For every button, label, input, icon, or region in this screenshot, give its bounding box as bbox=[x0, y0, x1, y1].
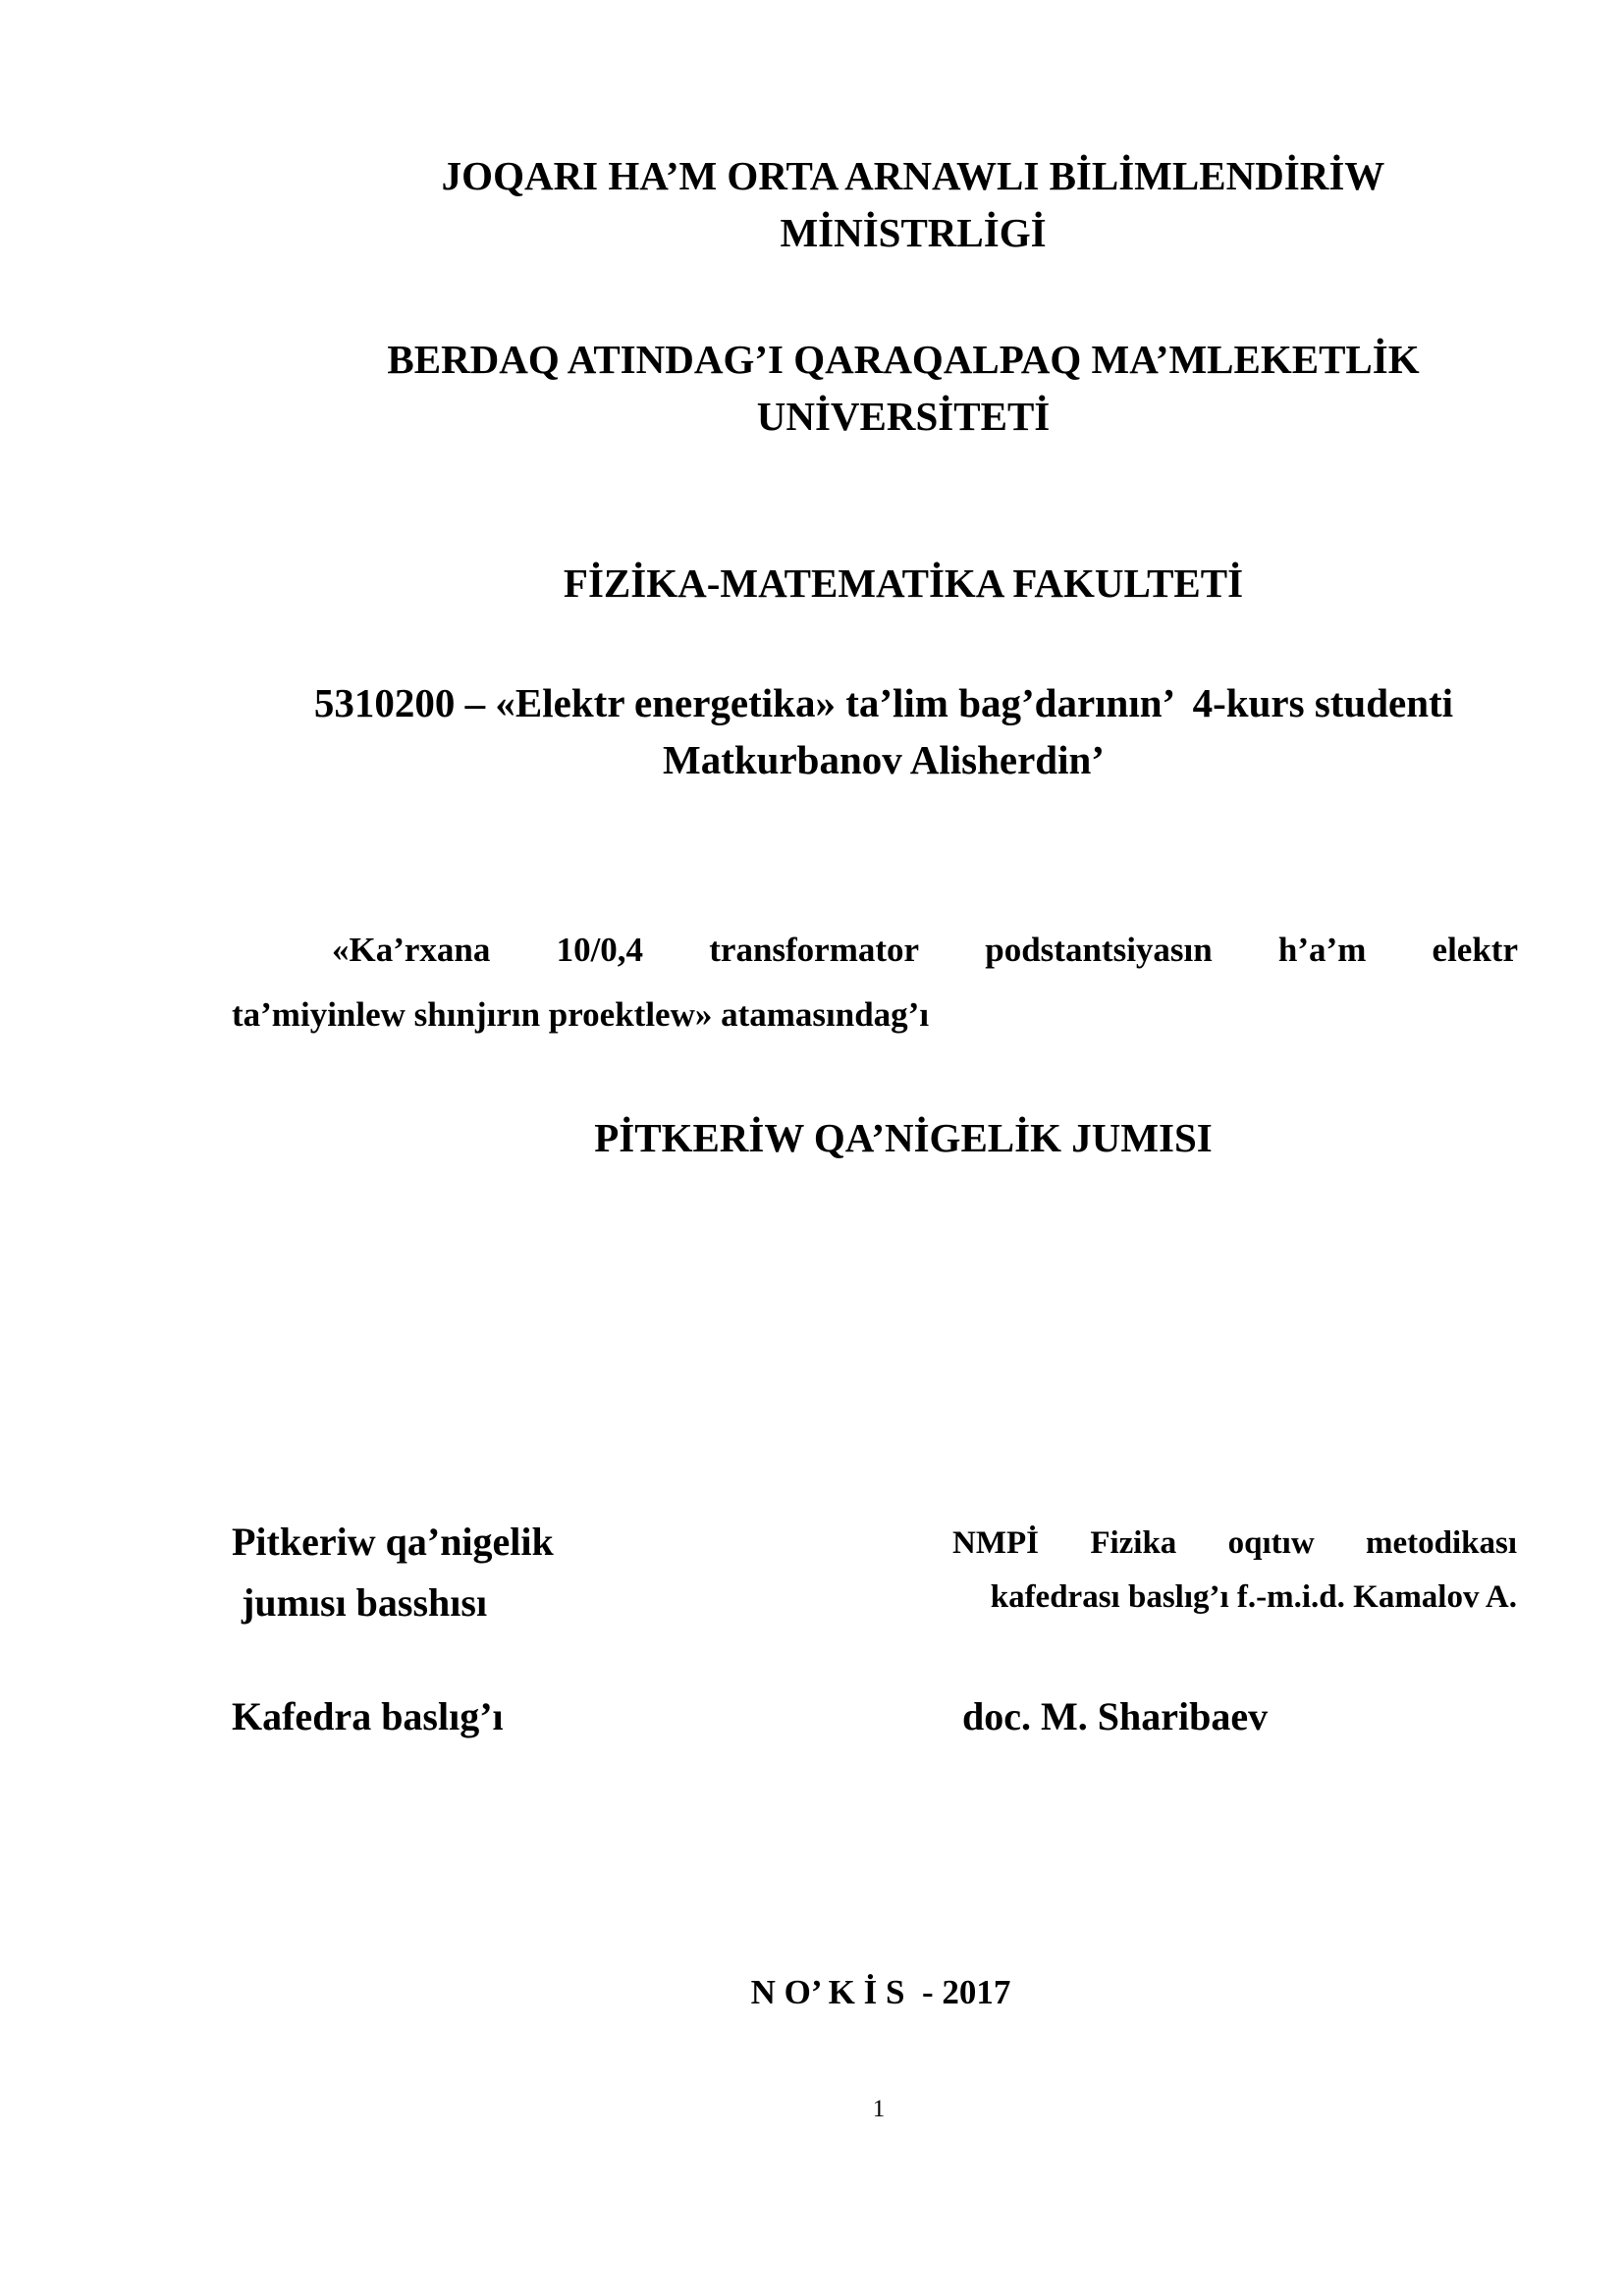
supervisor-label-line-2: jumısı basshısı bbox=[232, 1580, 488, 1625]
topic-word: 10/0,4 bbox=[556, 931, 644, 969]
supervisor-info-line-1 bbox=[874, 1517, 1517, 1571]
topic-line-1 bbox=[232, 918, 1518, 983]
student-line-1: 5310200 – «Elektr energetika» ta’lim bag’darının’ 4-kurs studenti bbox=[313, 680, 1454, 725]
ministry-line-2: MİNİSTRLİGİ bbox=[780, 210, 1047, 255]
supervisor-info-word: NMPİ bbox=[952, 1525, 1039, 1561]
faculty-heading: FİZİKA-MATEMATİKA FAKULTETİ bbox=[563, 561, 1244, 606]
head-of-department-name: doc. M. Sharibaev bbox=[962, 1694, 1269, 1738]
supervisor-label-line-1: Pitkeriw qa’nigelik bbox=[232, 1520, 554, 1564]
city-year: N O’ K İ S - 2017 bbox=[750, 1973, 1011, 2011]
topic-word: h’a’m bbox=[1277, 931, 1367, 969]
supervisor-info-line-2: kafedrası baslıg’ı f.-m.i.d. Kamalov A. bbox=[990, 1579, 1517, 1615]
topic-word: elektr bbox=[1432, 931, 1518, 969]
topic-word: transformator bbox=[709, 931, 920, 969]
thesis-topic bbox=[232, 918, 1518, 1047]
supervisor-info bbox=[874, 1517, 1517, 1625]
head-of-department-label: Kafedra baslıg’ı bbox=[232, 1694, 504, 1738]
supervisor-info-word: oqıtıw bbox=[1227, 1525, 1315, 1561]
supervisor-info-word: metodikası bbox=[1365, 1525, 1517, 1561]
page-number: 1 bbox=[872, 2096, 886, 2122]
university-line-1: BERDAQ ATINDAG’I QARAQALPAQ MA’MLEKETLİK bbox=[387, 337, 1420, 382]
student-info bbox=[226, 674, 1542, 788]
topic-word: podstantsiyasın bbox=[985, 931, 1213, 969]
ministry-line-1: JOQARI HA’M ORTA ARNAWLI BİLİMLENDİRİW bbox=[441, 153, 1385, 198]
topic-word: «Ka’rxana bbox=[332, 931, 491, 969]
student-line-2: Matkurbanov Alisherdin’ bbox=[663, 737, 1105, 782]
supervisor-label bbox=[232, 1512, 554, 1633]
university-heading bbox=[324, 331, 1483, 445]
supervisor-info-word: Fizika bbox=[1090, 1525, 1177, 1561]
thesis-title: PİTKERİW QA’NİGELİK JUMISI bbox=[594, 1115, 1213, 1160]
university-line-2: UNİVERSİTETİ bbox=[756, 394, 1051, 439]
topic-line-2: ta’miyinlew shınjırın proektlew» atamasındag’ı bbox=[232, 995, 930, 1034]
ministry-heading bbox=[373, 147, 1453, 261]
